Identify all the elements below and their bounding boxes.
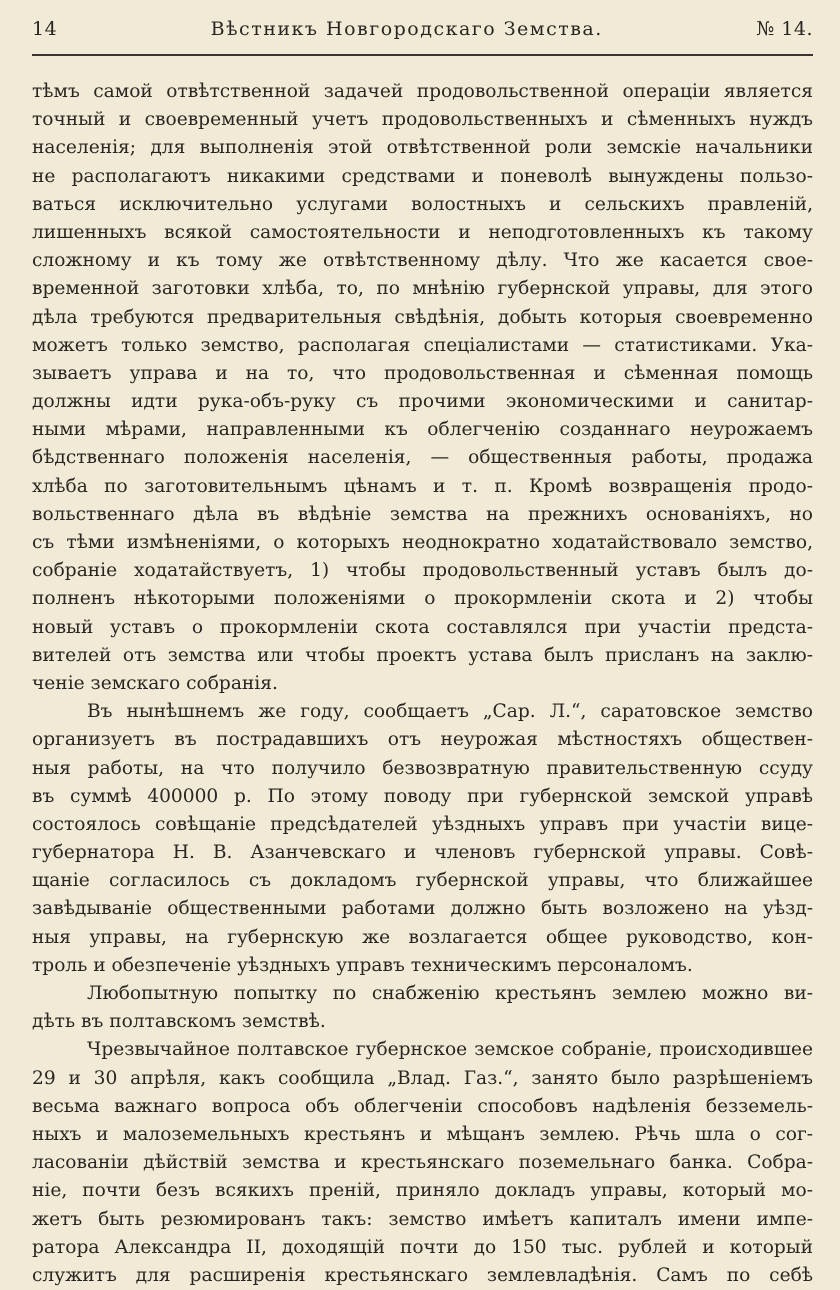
text-line: Въ нынѣшнемъ же году, сообщаетъ „Сар. Л.“, саратовское земство xyxy=(87,701,813,723)
text-line: должны идти рука-объ-руку съ прочими экономическими и санитар- xyxy=(32,391,813,413)
text-line: сложному и къ тому же отвѣтственному дѣлу. Что же касается свое- xyxy=(32,250,813,272)
text-line: дѣть въ полтавскомъ земствѣ. xyxy=(32,1011,326,1033)
text-line: троль и обезпеченіе уѣздныхъ управъ техническимъ персоналомъ. xyxy=(32,954,693,976)
text-line: точный и своевременный учетъ продовольственныхъ и сѣменныхъ нуждъ xyxy=(32,109,813,131)
article-body xyxy=(32,78,813,1290)
text-line: губернатора Н. В. Азанчевскаго и членовъ губернской управы. Совѣ- xyxy=(32,842,813,864)
text-line: ченіе земскаго собранія. xyxy=(32,672,278,694)
text-line: въ суммѣ 400000 р. По этому поводу при губернской земской управѣ xyxy=(32,785,813,807)
text-line: ныхъ и малоземельныхъ крестьянъ и мѣщанъ землею. Рѣчь шла о сог- xyxy=(32,1123,813,1145)
text-line: полненъ нѣкоторыми положеніями о прокормленіи скота и 2) чтобы xyxy=(32,588,813,610)
running-header xyxy=(32,0,813,42)
text-line: хлѣба по заготовительнымъ цѣнамъ и т. п. Кромѣ возвращенія продо- xyxy=(32,475,813,497)
text-line: бѣдственнаго положенія населенія, — общественныя работы, продажа xyxy=(32,447,813,469)
text-line: зываетъ управа и на то, что продовольственная и сѣменная помощь xyxy=(32,362,813,384)
text-line: лишенныхъ всякой самостоятельности и неподготовленныхъ къ такому xyxy=(32,221,813,243)
text-line: собраніе ходатайствуетъ, 1) чтобы продовольственный уставъ былъ до- xyxy=(32,560,813,582)
journal-title: Вѣстникъ Новгородскаго Земства. xyxy=(210,18,603,40)
text-line: тѣмъ самой отвѣтственной задачей продовольственной операціи является xyxy=(32,81,813,102)
text-line: новый уставъ о прокормленіи скота составлялся при участіи предста- xyxy=(32,616,813,638)
text-line: не располагаютъ никакими средствами и поневолѣ вынуждены пользо- xyxy=(32,165,813,187)
text-line: ваться исключительно услугами волостныхъ и сельскихъ правленій, xyxy=(32,193,813,215)
issue-number: № 14. xyxy=(756,18,813,40)
text-line: весьма важнаго вопроса объ облегченіи способовъ надѣленія безземель- xyxy=(32,1095,813,1117)
text-line: дѣла требуются предварительныя свѣдѣнія, добыть которыя своевременно xyxy=(32,306,813,328)
text-line: ныя управы, на губернскую же возлагается общее руководство, кон- xyxy=(32,926,813,948)
text-line: ласованіи дѣйствій земства и крестьянскаго поземельнаго банка. Собра- xyxy=(32,1152,813,1174)
text-line: щаніе согласилось съ докладомъ губернской управы, что ближайшее xyxy=(32,870,813,892)
text-line: временной заготовки хлѣба, то, по мнѣнію губернской управы, для этого xyxy=(32,278,813,300)
text-line: ныя работы, на что получило безвозвратную правительственную ссуду xyxy=(32,757,813,779)
text-line: жетъ быть резюмированъ такъ: земство имѣетъ капиталъ имени импе- xyxy=(32,1208,813,1230)
text-line: съ тѣми измѣненіями, о которыхъ неоднократно ходатайствовало земство, xyxy=(32,532,813,553)
text-line: вителей отъ земства или чтобы проектъ устава былъ присланъ на заклю- xyxy=(32,644,813,666)
text-line: ніе, почти безъ всякихъ преній, приняло докладъ управы, который мо- xyxy=(32,1180,813,1202)
text-line: служитъ для расширенія крестьянскаго землевладѣнія. Самъ по себѣ xyxy=(32,1264,813,1286)
header-rule xyxy=(32,54,813,56)
text-line: организуетъ въ пострадавшихъ отъ неурожая мѣстностяхъ обществен- xyxy=(32,729,813,751)
text-line: вольственнаго дѣла въ вѣдѣніе земства на прежнихъ основаніяхъ, но xyxy=(32,503,813,525)
text-line: ратора Александра II, доходящій почти до 150 тыс. рублей и который xyxy=(32,1236,813,1258)
text-line: ными мѣрами, направленными къ облегченію созданнаго неурожаемъ xyxy=(32,419,813,441)
page-number: 14 xyxy=(32,18,58,40)
text-line: состоялось совѣщаніе предсѣдателей уѣздныхъ управъ при участіи вице- xyxy=(32,813,813,835)
text-line: Любопытную попытку по снабженію крестьянъ землею можно ви- xyxy=(87,983,813,1004)
text-line: Чрезвычайное полтавское губернское земское собраніе, происходившее xyxy=(87,1039,813,1061)
text-line: 29 и 30 апрѣля, какъ сообщила „Влад. Газ.“, занято было разрѣшеніемъ xyxy=(32,1067,813,1089)
text-line: можетъ только земство, располагая спеціалистами — статистиками. Ука- xyxy=(32,334,813,356)
text-line: населенія; для выполненія этой отвѣтственной роли земскіе начальники xyxy=(32,137,813,159)
text-line: завѣдываніе общественными работами должно быть возложено на уѣзд- xyxy=(32,898,813,920)
